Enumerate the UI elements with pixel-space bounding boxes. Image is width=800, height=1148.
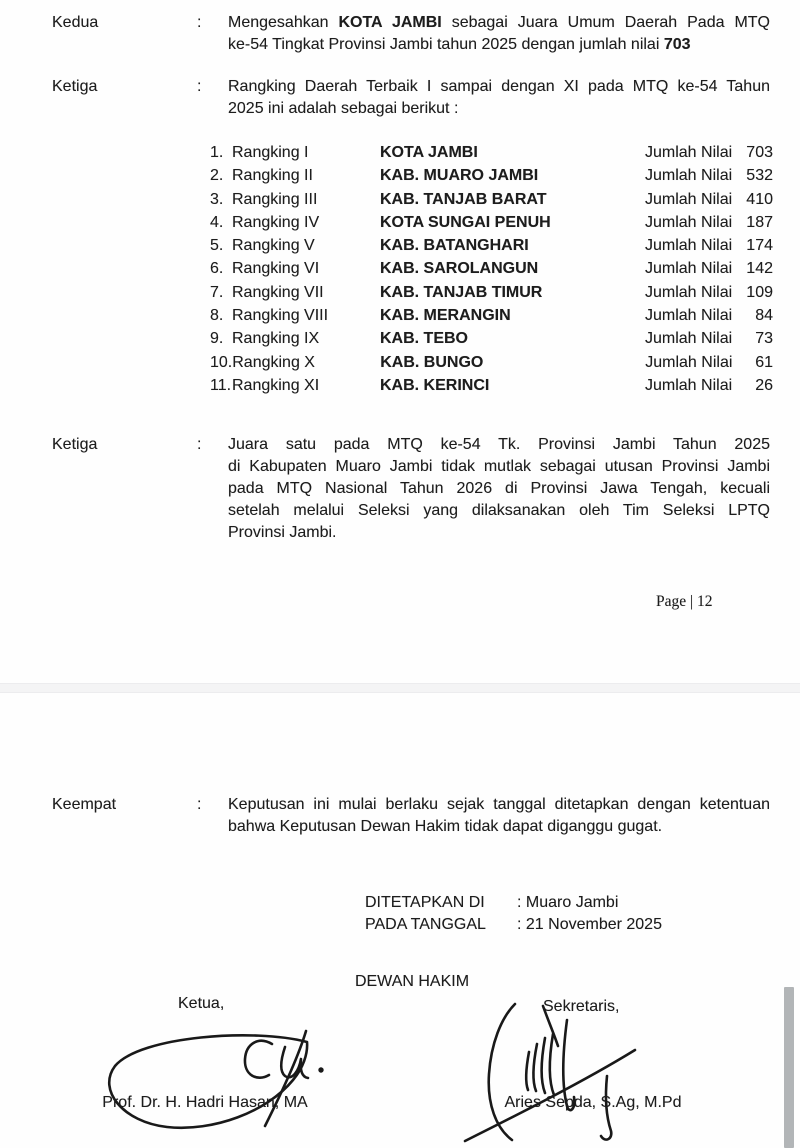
score-value: 703 (746, 144, 773, 161)
score-label: Jumlah Nilai (645, 260, 733, 278)
score-value: 187 (746, 213, 773, 231)
score-value: 142 (746, 260, 773, 278)
ranking-row-rank: Rangking IV (232, 213, 320, 231)
text-segment: Mengesahkan (228, 14, 339, 31)
score-value: 410 (746, 190, 773, 208)
ranking-row-rank: Rangking VIII (232, 307, 329, 325)
score-label: Jumlah Nilai (645, 213, 733, 231)
clause-ketiga-1-line-2: 2025 ini adalah sebagai berikut : (228, 100, 459, 117)
clause-ketiga-1-label: Ketiga (52, 78, 98, 95)
clause-kedua-line-1 (228, 12, 770, 34)
ranking-row (210, 281, 773, 304)
ranking-row (210, 304, 773, 327)
score-label: Jumlah Nilai (645, 237, 733, 255)
clause-kedua-label: Kedua (52, 14, 99, 31)
signature-ketua (95, 1028, 335, 1140)
ranking-row-score (645, 374, 773, 397)
enactment-date-label: PADA TANGGAL (365, 916, 486, 933)
clause-kedua-line-2 (228, 34, 770, 56)
clause-kedua (52, 12, 770, 56)
ranking-row (210, 141, 773, 164)
ranking-row-rank: Rangking III (232, 190, 318, 208)
ranking-row (210, 327, 773, 350)
name-ketua: Prof. Dr. H. Hadri Hasan, MA (102, 1094, 308, 1111)
ranking-row-region: KOTA JAMBI (380, 144, 478, 161)
ranking-row-score (645, 234, 773, 257)
ranking-row-region: KAB. TEBO (380, 330, 468, 348)
ranking-row-number: 3. (210, 190, 224, 208)
page-break-separator (0, 683, 800, 693)
ranking-row-score (645, 188, 773, 211)
ranking-row-rank: Rangking V (232, 237, 315, 255)
clause-ketiga-2-line-2: di Kabupaten Muaro Jambi tidak mutlak sebagai utusan Provinsi Jambi (228, 458, 770, 475)
enactment-place-value: : Muaro Jambi (517, 894, 619, 911)
enactment-date-row (365, 914, 662, 936)
ranking-list (210, 141, 773, 397)
score-value: 532 (746, 167, 773, 185)
ranking-row-number: 9. (210, 330, 224, 348)
ranking-row-rank: Rangking II (232, 167, 313, 185)
score-value: 73 (755, 330, 773, 348)
clause-ketiga-1-line-1: Rangking Daerah Terbaik I sampai dengan XI pada MTQ ke-54 Tahun (228, 78, 770, 95)
ranking-row-rank: Rangking X (232, 353, 315, 371)
ranking-row-number: 1. (210, 144, 224, 161)
clause-keempat-text (228, 794, 770, 838)
ranking-row-rank: Rangking IX (232, 330, 320, 348)
ranking-row-score (645, 351, 773, 374)
ranking-row-number: 7. (210, 283, 224, 301)
ranking-row-region: KAB. MERANGIN (380, 307, 511, 325)
ranking-row-number: 2. (210, 167, 224, 185)
ranking-row-number: 4. (210, 213, 224, 231)
score-label: Jumlah Nilai (645, 283, 733, 301)
ranking-row-score (645, 211, 773, 234)
text-segment-bold: KOTA JAMBI (338, 14, 442, 31)
ranking-row-number: 8. (210, 307, 224, 325)
score-value: 109 (746, 283, 773, 301)
score-value: 84 (755, 307, 773, 325)
ranking-row (210, 374, 773, 397)
score-label: Jumlah Nilai (645, 144, 733, 161)
ranking-row-score (645, 164, 773, 187)
enactment-date-value: : 21 November 2025 (517, 916, 662, 933)
ranking-row-score (645, 281, 773, 304)
ranking-row-number: 11. (210, 376, 232, 394)
text-segment: ke-54 Tingkat Provinsi Jambi tahun 2025 dengan jumlah nilai (228, 36, 664, 53)
ranking-row (210, 188, 773, 211)
ranking-row-rank: Rangking VII (232, 283, 324, 301)
ranking-row-region: KAB. KERINCI (380, 376, 490, 394)
ranking-row-score (645, 257, 773, 280)
clause-ketiga-2-line-5: Provinsi Jambi. (228, 524, 337, 541)
ranking-row-rank: Rangking XI (232, 376, 320, 394)
clause-ketiga-2-colon: : (197, 436, 202, 453)
clause-ketiga-2-line-4: setelah melalui Seleksi yang dilaksanakan oleh Tim Seleksi LPTQ (228, 502, 770, 519)
text-segment: sebagai Juara Umum Daerah Pada MTQ (441, 14, 770, 31)
ranking-row (210, 211, 773, 234)
score-value: 26 (755, 376, 773, 394)
score-value: 61 (755, 353, 773, 371)
score-label: Jumlah Nilai (645, 307, 733, 325)
ranking-row-rank: Rangking VI (232, 260, 320, 278)
ranking-row-region: KAB. BUNGO (380, 353, 484, 371)
role-ketua: Ketua, (178, 995, 225, 1012)
page-number-label: Page | 12 (656, 593, 713, 610)
ranking-row-rank: Rangking I (232, 144, 309, 161)
clause-kedua-colon: : (197, 14, 202, 31)
enactment-place-row (365, 892, 662, 914)
score-value: 174 (746, 237, 773, 255)
ranking-row-number: 6. (210, 260, 224, 278)
clause-ketiga-2-text (228, 434, 770, 544)
ranking-row-region: KAB. BATANGHARI (380, 237, 529, 255)
ranking-row-number: 10. (210, 353, 233, 371)
ranking-row-score (645, 327, 773, 350)
enactment-place-label: DITETAPKAN DI (365, 894, 485, 911)
enactment-block (365, 892, 662, 936)
clause-ketiga-1-text (228, 76, 770, 120)
clause-keempat-label: Keempat (52, 796, 117, 813)
ranking-row-score (645, 141, 773, 164)
ranking-row-region: KOTA SUNGAI PENUH (380, 213, 551, 231)
ranking-row-region: KAB. TANJAB BARAT (380, 190, 547, 208)
ranking-row-number: 5. (210, 237, 224, 255)
score-label: Jumlah Nilai (645, 190, 733, 208)
clause-keempat-colon: : (197, 796, 202, 813)
ranking-row (210, 351, 773, 374)
ranking-row-score (645, 304, 773, 327)
clause-keempat-line-2: bahwa Keputusan Dewan Hakim tidak dapat diganggu gugat. (228, 818, 663, 835)
clause-ketiga-2 (52, 434, 770, 544)
clause-ketiga-2-line-3: pada MTQ Nasional Tahun 2026 di Provinsi Jawa Tengah, kecuali (228, 480, 770, 497)
score-label: Jumlah Nilai (645, 167, 733, 185)
clause-keempat-line-1: Keputusan ini mulai berlaku sejak tanggal ditetapkan dengan ketentuan (228, 796, 770, 813)
clause-ketiga-1-colon: : (197, 78, 202, 95)
score-label: Jumlah Nilai (645, 376, 733, 394)
vertical-scrollbar-thumb[interactable] (784, 987, 794, 1148)
ranking-row-region: KAB. MUARO JAMBI (380, 167, 539, 185)
ranking-row (210, 234, 773, 257)
board-title: DEWAN HAKIM (354, 973, 470, 990)
ranking-row-region: KAB. TANJAB TIMUR (380, 283, 543, 301)
clause-ketiga-2-label: Ketiga (52, 436, 98, 453)
score-label: Jumlah Nilai (645, 353, 733, 371)
clause-kedua-text (228, 12, 770, 56)
clause-ketiga-1 (52, 76, 770, 120)
signature-sekretaris (455, 1000, 645, 1148)
ranking-row (210, 164, 773, 187)
name-sekretaris: Aries Sepda, S.Ag, M.Pd (504, 1094, 682, 1111)
clause-keempat (52, 794, 770, 838)
ranking-row-region: KAB. SAROLANGUN (380, 260, 539, 278)
score-label: Jumlah Nilai (645, 330, 733, 348)
role-sekretaris: Sekretaris, (543, 998, 620, 1015)
text-segment-bold: 703 (663, 36, 691, 53)
ranking-row (210, 257, 773, 280)
clause-ketiga-2-line-1: Juara satu pada MTQ ke-54 Tk. Provinsi Jambi Tahun 2025 (228, 436, 770, 453)
